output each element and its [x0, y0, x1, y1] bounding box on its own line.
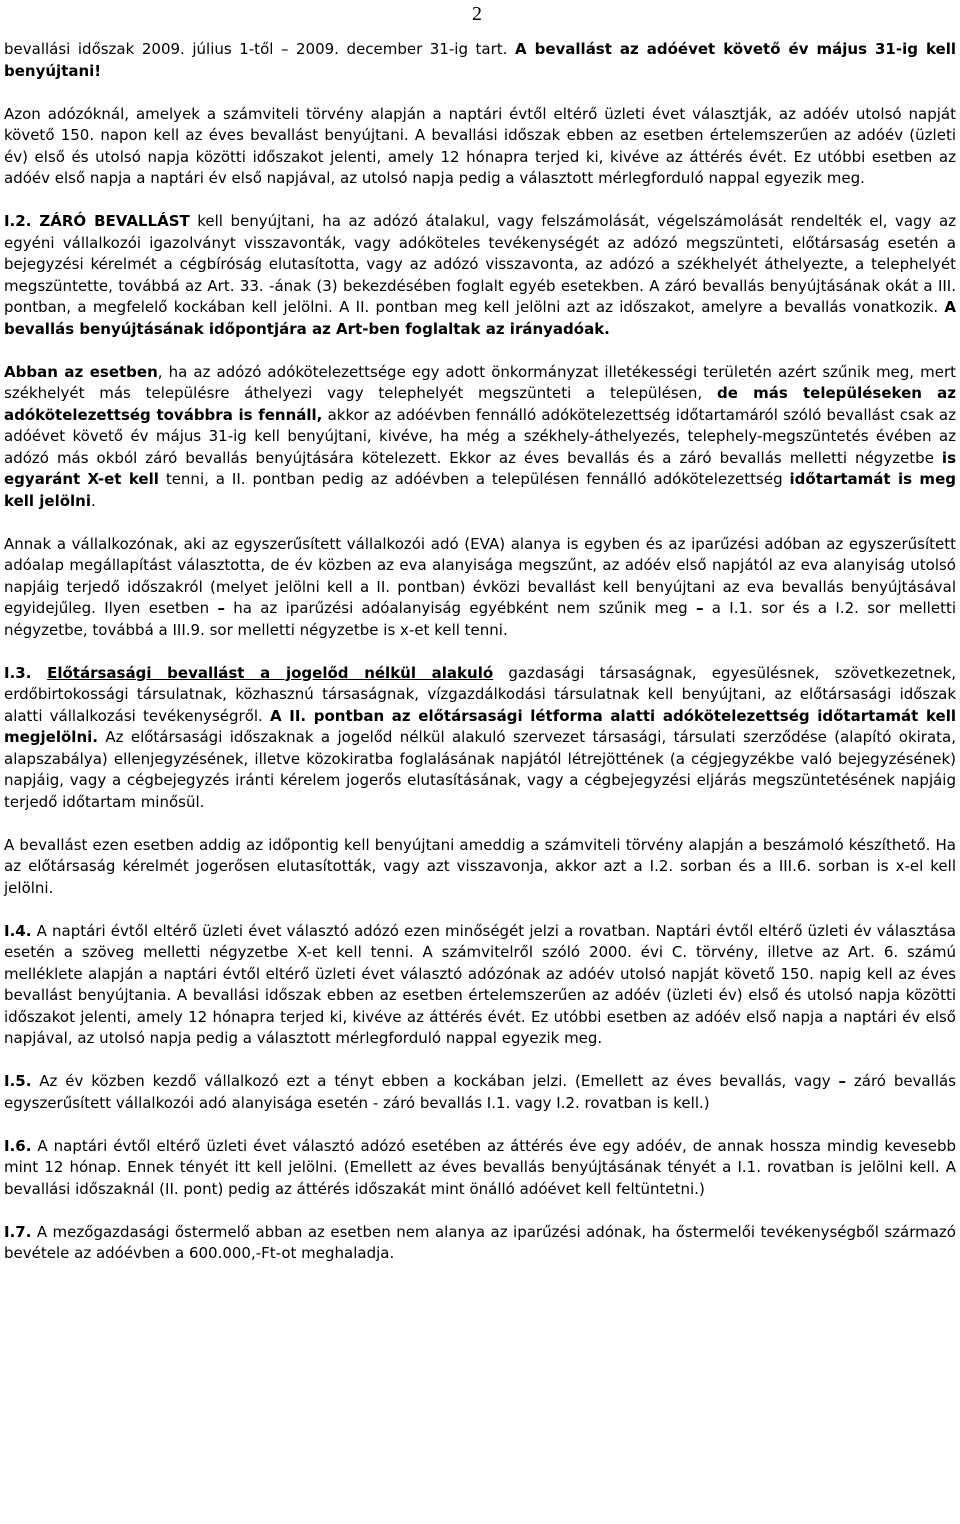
- deadline-emphasis: A bevallást az adóévet követő év május 31-ig kell benyújtani!: [4, 40, 957, 80]
- paragraph-eva: [4, 534, 956, 642]
- paragraph-i4: [4, 921, 956, 1050]
- period-text: bevallási időszak 2009. július 1-től – 2009. december 31-ig tart.: [4, 40, 515, 58]
- i6-text: A naptári évtől eltérő üzleti évet választó adózó esetében az áttérés éve egy adóév, de annak hossza mindig kevesebb mint 12 hónap. Ennek tényét itt kell jelölni. (Emellett az éves bevallás benyújtásának tényét a I.1. rovatban is jelölni kell. A bevallási időszaknál (II. pont) pedig az áttérés időszakát mint önálló adóévet kell feltüntetni.): [4, 1136, 956, 1198]
- eva-text: Annak a vállalkozónak, aki az egyszerűsített vállalkozói adó (EVA) alanya is egyben és az iparűzési adóban az egyszerűsített adóalap megállapítást választotta, de év közben az eva alanyisága megszűnt, az adóév első napjától az eva alanyiság utolsó napjáig terjedő időszakról (melyet jelölni kell a II. pontban) évközi bevallást kell benyújtani az eva bevallás benyújtásával egyidejűleg. Ilyen esetben: [4, 534, 956, 617]
- section-label-i3: I.3.: [4, 663, 48, 682]
- pre-company-emphasis: A II. pontban az előtársasági létforma alatti adókötelezettség időtartamát kell megjelölni.: [4, 706, 957, 746]
- fiscal-year-text: Azon adózóknál, amelyek a számviteli törvény alapján a naptári évtől eltérő üzleti évet választják, az adóév utolsó napját követő 150. napon kell az éves bevallást benyújtani.: [4, 104, 956, 144]
- eva-text-3: a I.1. sor és a I.2. sor melletti négyzetbe, továbbá a III.9. sor melletti négyzetbe is x-et kell tenni.: [4, 599, 957, 639]
- section-label-i5: I.5.: [4, 1072, 32, 1090]
- relocation-end: .: [90, 491, 96, 510]
- i7-text: A mezőgazdasági őstermelő abban az esetben nem alanya az iparűzési adónak, ha őstermelői tevékenységből származó bevétele az adóévben a 600.000,-Ft-ot meghaladja.: [4, 1222, 956, 1262]
- pre-company-heading: Előtársasági bevallást a jogelőd nélkül alakuló: [47, 663, 494, 682]
- paragraph-fiscal-year: [4, 104, 956, 190]
- document-body: [4, 39, 956, 1286]
- paragraph-i6: [4, 1136, 956, 1201]
- section-label-i2: I.2.: [4, 212, 40, 230]
- paragraph-period: [4, 39, 956, 82]
- section-label-i6: I.6.: [4, 1136, 32, 1155]
- closing-return-text-2: -ának (3) bekezdésében foglalt egyéb esetekben. A záró bevallás benyújtásának okát a III. pontban, a megfelelő kockában kell jelölni. A II. pontban meg kell jelölni azt az időszakot, amelyre a bevallás vonatkozik.: [4, 276, 957, 316]
- section-label-i7: I.7.: [4, 1222, 32, 1241]
- relocation-emphasis-3: időtartamát is meg kell jelölni: [4, 470, 956, 510]
- paragraph-closing-return: [4, 211, 956, 340]
- eva-dash: –: [217, 599, 225, 617]
- section-label-i4: I.4.: [4, 921, 32, 940]
- relocation-text: , ha az adózó adókötelezettsége egy adott önkormányzat illetékességi területén azért szűnik meg, mert székhelyét más településre áthelyezi vagy telephelyét megszünteti a településen,: [4, 362, 957, 402]
- fiscal-year-transition-text: Ez utóbbi esetben az adóév első napja a naptári év első napjával, az utolsó napja pedig a választott mérlegforduló nappal egyezik meg.: [4, 147, 956, 187]
- i4-text: A naptári évtől eltérő üzleti évet választó adózó ezen minőségét jelzi a rovatban. Naptári évtől eltérő üzleti év választása esetén a szöveg melletti négyzetbe X-et kell tenni. A számvitelről szóló 2000. évi C. törvény, illetve az Art. 6. számú melléklete alapján a naptári évtől eltérő üzleti évet választó adózónak az adóév utolsó napját követő 150. napig kell az éves bevallást benyújtania. A bevallási időszak ebben az esetben értelemszerűen az adóév (üzleti év) első és utolsó napja közötti időszakot jelenti, amely 12 hónapra terjed ki, kivéve az áttérés évét. Ez utóbbi esetben az adóév első napja a naptári év első napjával, az utolsó napja pedig a választott mérlegforduló nappal egyezik meg.: [4, 921, 956, 1047]
- eva-text-2: ha az iparűzési adóalanyiság egyébként nem szűnik meg: [224, 599, 696, 617]
- relocation-text-3: tenni, a II. pontban pedig az adóévben a településen fennálló adókötelezettség: [158, 470, 790, 488]
- relocation-emphasis: de más településeken az adókötelezettség továbbra is fennáll,: [4, 384, 956, 424]
- pre-company-text-2: Az előtársasági időszaknak a jogelőd nélkül alakuló szervezet társasági, társulati szerződése (alapító okirata, alapszabálya) ellenjegyzésének, illetve közokiratba foglalásának napjától létrejöttének (a cégjegyzékbe való bejegyzésének) napjáig, vagy a cégbejegyzés iránti kérelem jogerős elutasításának, vagy a cégbejegyzési eljárás megszüntetésének napjáig terjedő időtartam minősül.: [4, 728, 956, 811]
- paragraph-relocation: [4, 362, 956, 513]
- i5-dash: –: [838, 1072, 847, 1090]
- i5-text: Az év közben kezdő vállalkozó ezt a tényt ebben a kockában jelzi. (Emellett az éves bevallás, vagy: [31, 1072, 839, 1090]
- paragraph-i7: [4, 1222, 956, 1265]
- page-number: 2: [472, 3, 482, 25]
- closing-return-text: kell benyújtani, ha az adózó átalakul, vagy felszámolását, végelszámolását rendelték el, vagy az egyéni vállalkozói igazolványt visszavonták, vagy adóköteles tevékenységét az adózó megszünteti, előtársaság esetén a bejegyzési kérelmét a cégbíróság elutasította, vagy az adózó visszavonta, az adózó a székhelyét áthelyezte, a telephelyét megszüntette, továbbá az Art. 33.: [4, 212, 957, 295]
- pre-company-text: gazdasági társaságnak, egyesülésnek, szövetkezetnek, erdőbirtokossági társulatnak, közhasznú társaságnak, vízgazdálkodási társulatnak kell benyújtani, az előtársasági időszak alatti vállalkozási tevékenységről.: [4, 663, 957, 725]
- relocation-text-2: akkor az adóévben fennálló adókötelezettség időtartamáról szóló bevallást csak az adóévet követő év május 31-ig kell benyújtani, kivéve, ha még a székhely-áthelyezés, telephely-megszüntetés évében az adózó más okból záró bevallás benyújtására kötelezett. Ekkor az éves bevallás és a záró bevallás melletti négyzetbe: [4, 405, 956, 467]
- relocation-lead: Abban az esetben: [4, 362, 158, 381]
- closing-return-emphasis: A bevallás benyújtásának időpontjára az Art-ben foglaltak az irányadóak.: [4, 298, 956, 338]
- closing-return-heading: ZÁRÓ BEVALLÁST: [39, 212, 190, 230]
- eva-dash-2: –: [696, 599, 704, 617]
- paragraph-pre-company: [4, 663, 956, 814]
- relocation-emphasis-2: is egyaránt X-et kell: [4, 448, 956, 488]
- paragraph-pre-company-deadline: A bevallást ezen esetben addig az időpontig kell benyújtani ameddig a számviteli törvény alapján a beszámoló készíthető. Ha az előtársaság kérelmét jogerősen elutasították, vagy azt visszavonja, akkor azt a I.2. sorban és a III.6. sorban is x-el kell jelölni.: [4, 835, 956, 897]
- paragraph-i5: [4, 1071, 956, 1114]
- i5-text-2: záró bevallás egyszerűsített vállalkozói adó alanyisága esetén - záró bevallás I.1. vagy I.2. rovatban is kell.): [4, 1072, 956, 1112]
- fiscal-year-period-text: A bevallási időszak ebben az esetben értelemszerűen az adóév (üzleti év) első és utolsó napja közötti időszakot jelenti, amely 12 hónapra terjed ki, kivéve az áttérés évét.: [4, 126, 956, 166]
